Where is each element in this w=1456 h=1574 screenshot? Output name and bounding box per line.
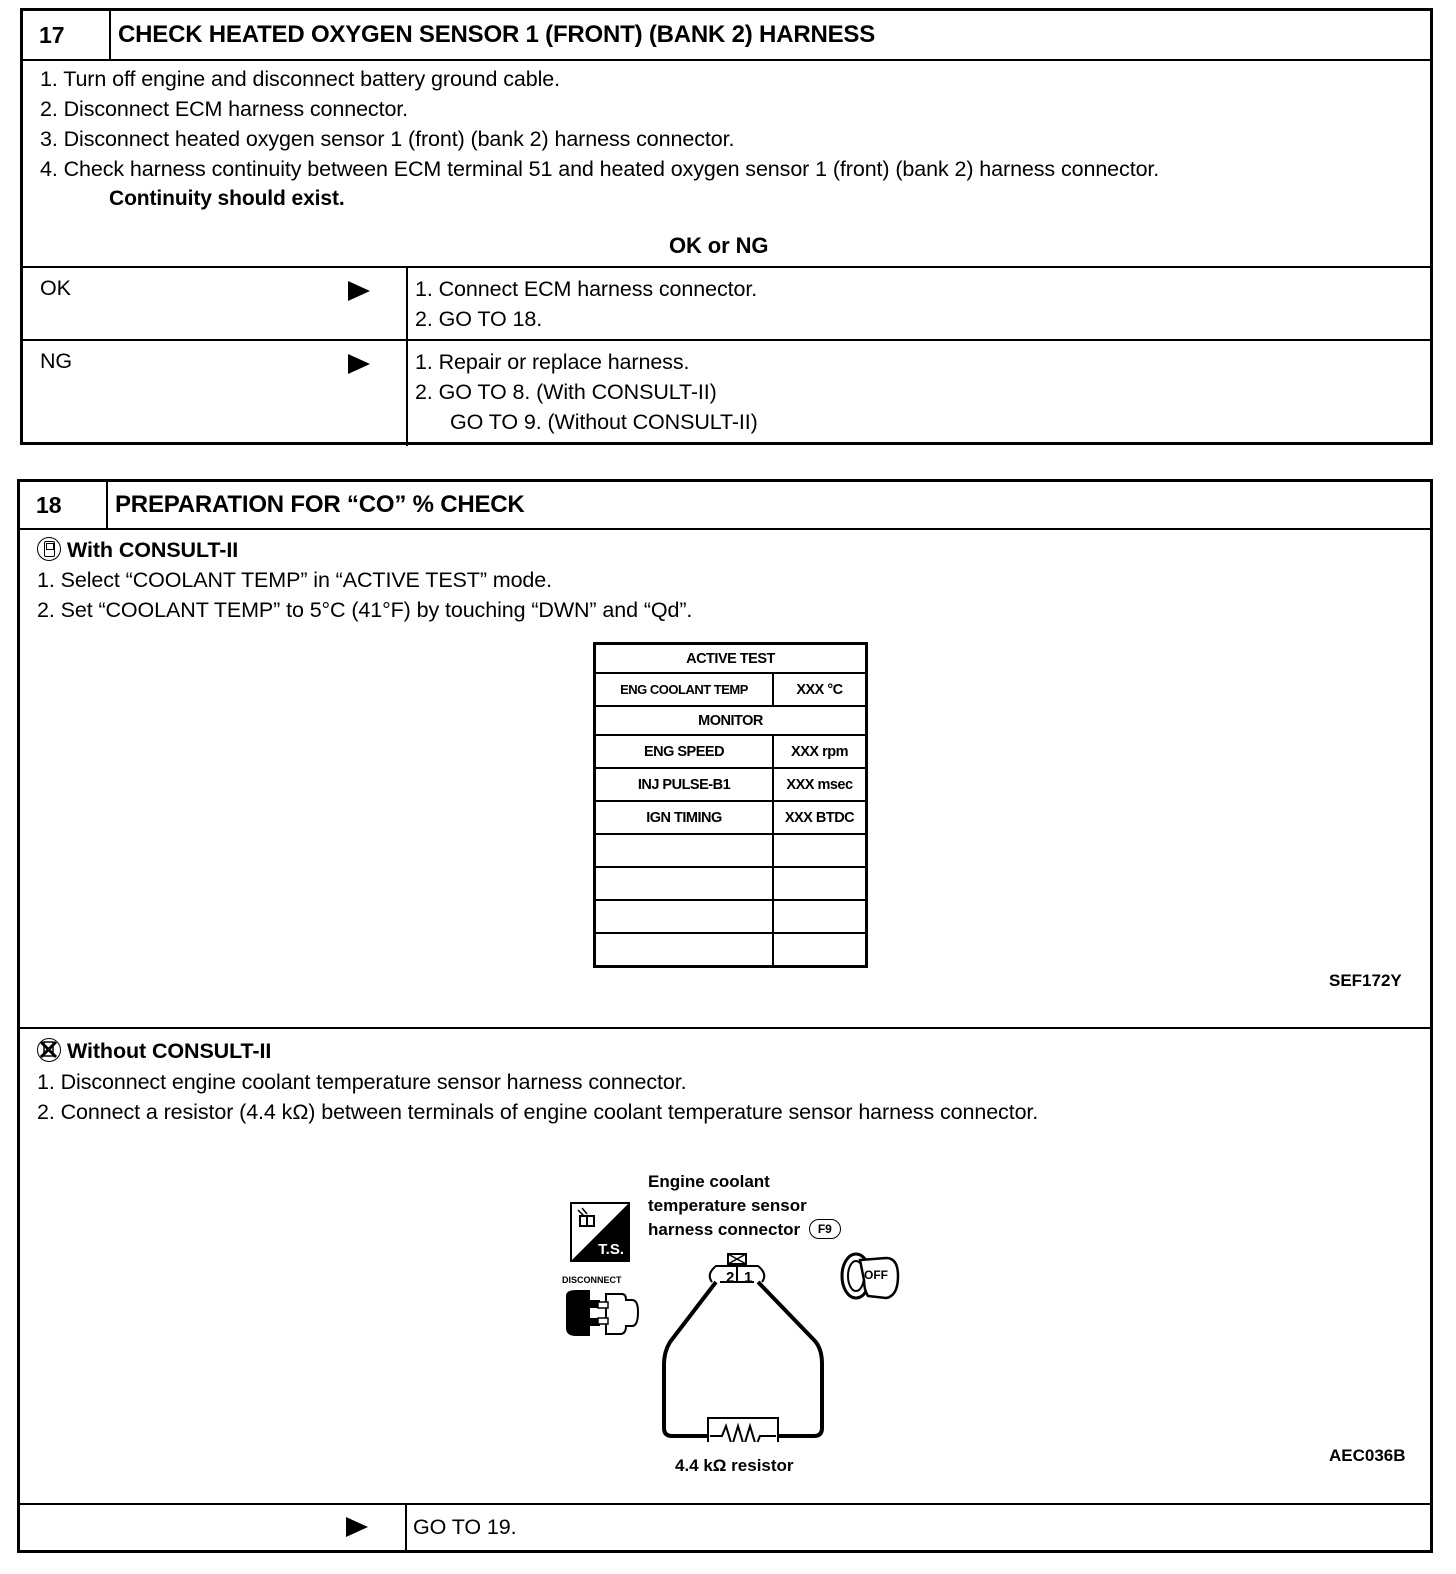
monitor-value — [773, 900, 867, 933]
ng-action-3: GO TO 9. (Without CONSULT-II) — [450, 410, 758, 434]
active-test-title: ACTIVE TEST — [595, 644, 867, 674]
monitor-title: MONITOR — [595, 706, 867, 735]
figure-code: SEF172Y — [1329, 971, 1402, 990]
monitor-value: XXX msec — [773, 768, 867, 801]
ignition-off-icon — [838, 1250, 902, 1306]
consult-step-2: 2. Set “COOLANT TEMP” to 5°C (41°F) by touching “DWN” and “Qd”. — [37, 598, 693, 622]
monitor-value — [773, 933, 867, 967]
monitor-label: IGN TIMING — [595, 801, 774, 834]
off-label: OFF — [864, 1268, 888, 1282]
step-17-block — [20, 8, 1433, 445]
consult-step-1: 1. Select “COOLANT TEMP” in “ACTIVE TEST” mode. — [37, 568, 553, 592]
instruction-4: 4. Check harness continuity between ECM terminal 51 and heated oxygen sensor 1 (front) (bank 2) harness connector. — [40, 157, 1160, 181]
ok-action-1: 1. Connect ECM harness connector. — [415, 277, 758, 301]
monitor-label: INJ PULSE-B1 — [595, 768, 774, 801]
figure-code: AEC036B — [1329, 1446, 1406, 1465]
column-divider — [405, 1503, 407, 1551]
resistor-label: 4.4 kΩ resistor — [675, 1456, 794, 1475]
monitor-value: XXX BTDC — [773, 801, 867, 834]
divider — [23, 266, 1430, 268]
step-18-header — [20, 482, 1430, 530]
step-17-header — [23, 11, 1430, 61]
without-consult-label: Without CONSULT-II — [67, 1039, 272, 1063]
no-consult-step-2: 2. Connect a resistor (4.4 kΩ) between terminals of engine coolant temperature sensor harness connector. — [37, 1100, 1039, 1124]
instruction-2: 2. Disconnect ECM harness connector. — [40, 97, 409, 121]
no-consult-icon — [37, 1038, 61, 1062]
monitor-label — [595, 834, 774, 867]
with-consult-heading — [37, 537, 238, 563]
monitor-label — [595, 900, 774, 933]
connector-id-badge: F9 — [809, 1219, 841, 1239]
ok-action-2: 2. GO TO 18. — [415, 307, 543, 331]
ng-action-2: 2. GO TO 8. (With CONSULT-II) — [415, 380, 717, 404]
monitor-value — [773, 834, 867, 867]
step-number: 18 — [20, 482, 108, 528]
monitor-label — [595, 867, 774, 900]
ok-label: OK — [40, 276, 71, 300]
instruction-1: 1. Turn off engine and disconnect battery ground cable. — [40, 67, 561, 91]
terminal-2: 2 — [726, 1269, 735, 1286]
step-title: CHECK HEATED OXYGEN SENSOR 1 (FRONT) (BANK 2) HARNESS — [118, 21, 876, 48]
active-test-screen — [593, 642, 868, 968]
no-consult-step-1: 1. Disconnect engine coolant temperature sensor harness connector. — [37, 1070, 687, 1094]
terminal-side-icon — [570, 1202, 630, 1262]
step-18-block — [17, 479, 1433, 1553]
monitor-value — [773, 867, 867, 900]
ng-label: NG — [40, 349, 73, 373]
column-divider — [406, 266, 408, 446]
monitor-label: ENG SPEED — [595, 735, 774, 768]
divider — [20, 1027, 1430, 1029]
step-number: 17 — [23, 11, 111, 59]
test-item-value: XXX °C — [773, 673, 867, 706]
with-consult-label: With CONSULT-II — [67, 538, 239, 562]
arrow-right-icon — [346, 1517, 368, 1537]
disconnect-plug-icon — [562, 1288, 642, 1338]
test-item-label: ENG COOLANT TEMP — [595, 673, 774, 706]
step-title: PREPARATION FOR “CO” % CHECK — [115, 491, 525, 518]
monitor-value: XXX rpm — [773, 735, 867, 768]
arrow-right-icon — [348, 354, 370, 374]
continuity-note: Continuity should exist. — [109, 187, 345, 210]
terminal-1: 1 — [744, 1269, 753, 1286]
divider — [20, 1503, 1430, 1505]
without-consult-heading — [37, 1038, 271, 1064]
result-heading: OK or NG — [669, 233, 769, 258]
divider — [23, 339, 1430, 341]
monitor-label — [595, 933, 774, 967]
arrow-right-icon — [348, 281, 370, 301]
instruction-3: 3. Disconnect heated oxygen sensor 1 (front) (bank 2) harness connector. — [40, 127, 735, 151]
resistor-connection-diagram — [550, 1162, 950, 1475]
ts-label: T.S. — [598, 1241, 624, 1258]
consult-tool-icon — [37, 537, 61, 561]
disconnect-label: DISCONNECT — [562, 1275, 622, 1285]
ng-action-1: 1. Repair or replace harness. — [415, 350, 690, 374]
next-step: GO TO 19. — [413, 1515, 517, 1539]
connector-label: Engine coolant temperature sensor harness connector F9 — [648, 1170, 841, 1242]
